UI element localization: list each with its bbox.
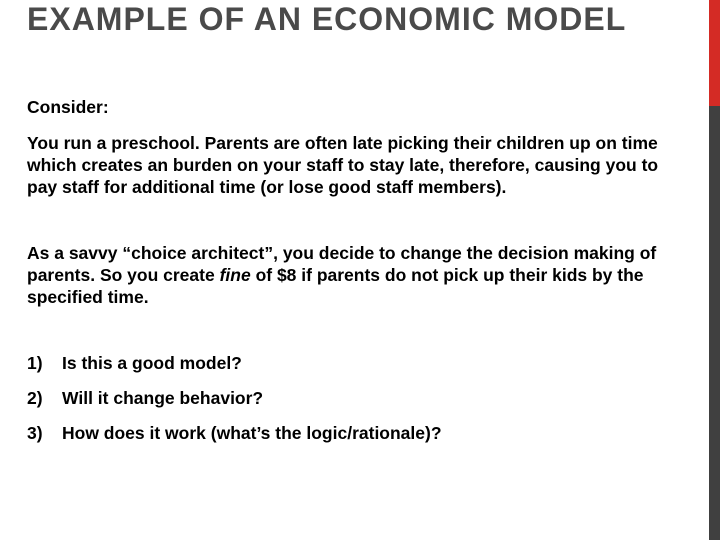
question-list: [27, 352, 687, 444]
question-number: 2): [27, 388, 43, 408]
slide-body: [27, 96, 687, 457]
question-item: [27, 352, 687, 374]
choice-architect-paragraph: [27, 242, 687, 308]
choice-text-part1: As a savvy “choice architect”, you decide to change the decision making of parents. So you create: [27, 243, 657, 285]
question-item: [27, 387, 687, 409]
consider-label: Consider:: [27, 97, 109, 117]
question-text: Is this a good model?: [62, 353, 242, 373]
slide-title: EXAMPLE OF AN ECONOMIC MODEL: [27, 1, 627, 37]
question-item: [27, 422, 687, 444]
scenario-paragraph: You run a preschool. Parents are often late picking their children up on time which creates an burden on your staff to stay late, therefore, causing you to pay staff for additional time (or lose good staff members).: [27, 133, 659, 197]
fine-emphasis: fine: [219, 265, 251, 285]
question-number: 3): [27, 423, 43, 443]
right-sidebar-bar: [709, 0, 720, 540]
choice-text-part2: of $8 if parents do not pick up their kids by the specified time.: [27, 265, 644, 307]
question-text: Will it change behavior?: [62, 388, 264, 408]
question-number: 1): [27, 353, 43, 373]
accent-bar: [709, 0, 720, 106]
question-text: How does it work (what’s the logic/rationale)?: [62, 423, 442, 443]
